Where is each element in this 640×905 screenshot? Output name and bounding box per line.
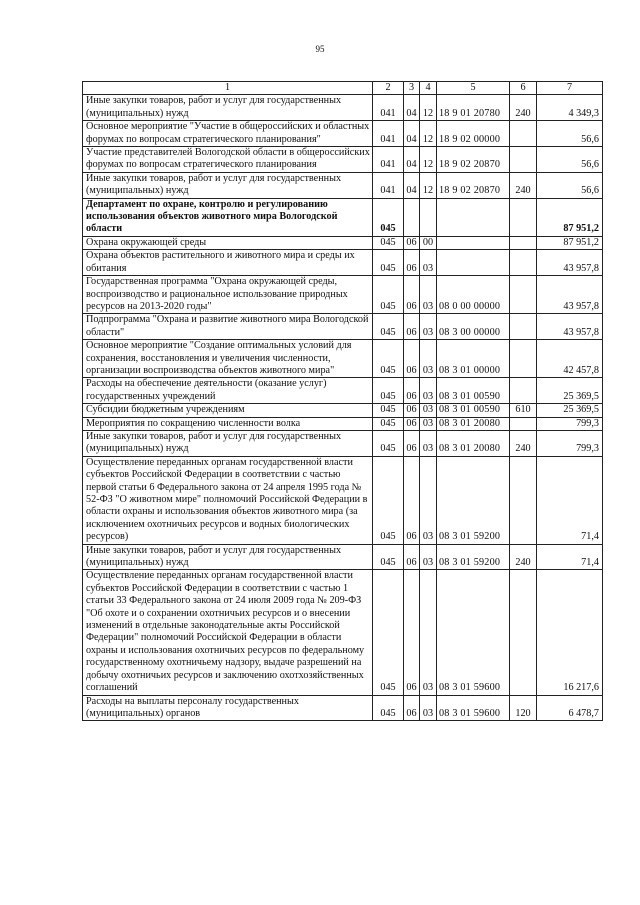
table-row [83,695,603,721]
row-name: Департамент по охране, контролю и регулированию использования объектов животного мира Вологодской области [83,198,373,236]
table-row [83,147,603,173]
row-amount: 799,3 [537,417,603,430]
table-row [83,250,603,276]
row-subsection-code: 12 [420,172,437,198]
row-expense-type [510,121,537,147]
row-subsection-code: 03 [420,417,437,430]
row-amount: 25 369,5 [537,378,603,404]
row-name: Субсидии бюджетным учреждениям [83,404,373,417]
row-expense-type [510,276,537,314]
row-admin-code: 045 [373,456,404,544]
row-admin-code: 041 [373,172,404,198]
row-name: Охрана окружающей среды [83,236,373,249]
row-expense-type [510,378,537,404]
row-target-article [437,236,510,249]
table-row [83,314,603,340]
row-subsection-code: 03 [420,695,437,721]
row-expense-type: 610 [510,404,537,417]
row-amount: 43 957,8 [537,314,603,340]
row-section-code: 06 [404,544,420,570]
column-header: 4 [420,82,437,95]
row-admin-code: 045 [373,340,404,378]
row-section-code: 06 [404,250,420,276]
column-header: 2 [373,82,404,95]
row-admin-code: 045 [373,404,404,417]
row-section-code: 06 [404,430,420,456]
column-header: 7 [537,82,603,95]
row-target-article: 08 3 01 59600 [437,695,510,721]
row-name: Иные закупки товаров, работ и услуг для государственных (муниципальных) нужд [83,95,373,121]
row-subsection-code: 00 [420,236,437,249]
row-amount: 87 951,2 [537,198,603,236]
row-amount: 43 957,8 [537,276,603,314]
row-subsection-code: 03 [420,404,437,417]
column-header: 1 [83,82,373,95]
row-section-code: 06 [404,695,420,721]
row-target-article: 18 9 02 20870 [437,172,510,198]
row-section-code: 04 [404,147,420,173]
row-expense-type [510,417,537,430]
table-header-row [83,82,603,95]
row-name: Охрана объектов растительного и животного мира и среды их обитания [83,250,373,276]
row-admin-code: 045 [373,544,404,570]
row-target-article: 08 3 01 00000 [437,340,510,378]
row-name: Участие представителей Вологодской области в общероссийских форумах по вопросам стратегического планирования [83,147,373,173]
row-target-article: 08 3 01 59200 [437,456,510,544]
row-target-article: 08 3 01 59600 [437,570,510,695]
row-target-article: 08 0 00 00000 [437,276,510,314]
row-admin-code: 045 [373,430,404,456]
row-name: Мероприятия по сокращению численности волка [83,417,373,430]
row-subsection-code: 03 [420,430,437,456]
row-admin-code: 045 [373,236,404,249]
row-section-code: 06 [404,404,420,417]
row-subsection-code: 12 [420,147,437,173]
row-section-code: 06 [404,340,420,378]
row-name: Иные закупки товаров, работ и услуг для государственных (муниципальных) нужд [83,172,373,198]
row-target-article [437,198,510,236]
row-name: Осуществление переданных органам государственной власти субъектов Российской Федерации в соответствии с частью первой статьи 6 Федерального закона от 24 апреля 1995 года № 52-ФЗ "О животном мире" полномочий Российской Федерации в области охраны и использования объектов животного мира (за исключением охотничьих ресурсов и водных биологических ресурсов) [83,456,373,544]
row-target-article: 18 9 01 20780 [437,95,510,121]
row-target-article: 08 3 01 20080 [437,417,510,430]
row-admin-code: 045 [373,198,404,236]
row-subsection-code: 03 [420,340,437,378]
row-subsection-code: 03 [420,378,437,404]
row-amount: 56,6 [537,121,603,147]
table-row [83,276,603,314]
row-expense-type [510,250,537,276]
row-amount: 6 478,7 [537,695,603,721]
row-target-article [437,250,510,276]
row-name: Основное мероприятие "Создание оптимальных условий для сохранения, восстановления и увеличения численности, организации воспроизводства объектов животного мира" [83,340,373,378]
table-row [83,172,603,198]
budget-table [82,81,603,721]
row-name: Расходы на выплаты персоналу государственных (муниципальных) органов [83,695,373,721]
row-subsection-code: 12 [420,121,437,147]
row-expense-type [510,198,537,236]
row-expense-type [510,147,537,173]
row-subsection-code: 03 [420,314,437,340]
row-section-code: 06 [404,236,420,249]
row-section-code: 06 [404,276,420,314]
row-target-article: 08 3 01 00590 [437,378,510,404]
table-row [83,430,603,456]
row-expense-type [510,340,537,378]
row-name: Осуществление переданных органам государственной власти субъектов Российской Федерации в соответствии с частью 1 статьи 33 Федерального закона от 24 июля 2009 года № 209-ФЗ "Об охоте и о сохранении охотничьих ресурсов и о внесении изменений в отдельные законодательные акты Российской Федерации" полномочий Российской Федерации в области охраны и использования охотничьих ресурсов по федеральному государственному охотничьему надзору, выдаче разрешений на добычу охотничьих ресурсов и заключению охотхозяйственных соглашений [83,570,373,695]
row-subsection-code: 03 [420,276,437,314]
row-target-article: 08 3 00 00000 [437,314,510,340]
row-expense-type [510,236,537,249]
row-name: Подпрограмма "Охрана и развитие животного мира Вологодской области" [83,314,373,340]
row-amount: 16 217,6 [537,570,603,695]
row-subsection-code: 03 [420,250,437,276]
row-admin-code: 041 [373,121,404,147]
row-subsection-code [420,198,437,236]
row-amount: 43 957,8 [537,250,603,276]
row-section-code: 06 [404,417,420,430]
row-amount: 42 457,8 [537,340,603,378]
row-target-article: 08 3 01 59200 [437,544,510,570]
row-name: Расходы на обеспечение деятельности (оказание услуг) государственных учреждений [83,378,373,404]
row-subsection-code: 03 [420,456,437,544]
row-amount: 56,6 [537,147,603,173]
row-name: Иные закупки товаров, работ и услуг для государственных (муниципальных) нужд [83,430,373,456]
row-amount: 799,3 [537,430,603,456]
page-number: 95 [315,44,325,54]
row-section-code: 06 [404,570,420,695]
row-admin-code: 045 [373,417,404,430]
row-target-article: 08 3 01 00590 [437,404,510,417]
row-admin-code: 045 [373,314,404,340]
row-expense-type [510,456,537,544]
row-expense-type [510,570,537,695]
row-expense-type: 240 [510,172,537,198]
row-expense-type [510,314,537,340]
table-row [83,198,603,236]
row-admin-code: 045 [373,250,404,276]
column-header: 3 [404,82,420,95]
table-row [83,378,603,404]
table-row [83,544,603,570]
row-amount: 4 349,3 [537,95,603,121]
row-section-code: 06 [404,456,420,544]
table-row [83,456,603,544]
row-target-article: 18 9 02 20870 [437,147,510,173]
row-section-code: 04 [404,95,420,121]
row-subsection-code: 03 [420,544,437,570]
column-header: 5 [437,82,510,95]
row-subsection-code: 03 [420,570,437,695]
row-expense-type: 120 [510,695,537,721]
row-expense-type: 240 [510,544,537,570]
table-row [83,570,603,695]
row-name: Основное мероприятие "Участие в общероссийских и областных форумах по вопросам стратегического планирования" [83,121,373,147]
row-admin-code: 041 [373,95,404,121]
row-subsection-code: 12 [420,95,437,121]
table-row [83,236,603,249]
table-row [83,340,603,378]
row-amount: 25 369,5 [537,404,603,417]
column-header: 6 [510,82,537,95]
table-row [83,121,603,147]
row-section-code [404,198,420,236]
row-amount: 71,4 [537,544,603,570]
row-name: Государственная программа "Охрана окружающей среды, воспроизводство и рациональное использование природных ресурсов на 2013-2020 годы" [83,276,373,314]
row-admin-code: 045 [373,570,404,695]
table-row [83,404,603,417]
row-admin-code: 045 [373,695,404,721]
table-row [83,417,603,430]
row-amount: 87 951,2 [537,236,603,249]
row-admin-code: 045 [373,378,404,404]
row-expense-type: 240 [510,95,537,121]
row-amount: 56,6 [537,172,603,198]
row-admin-code: 041 [373,147,404,173]
row-name: Иные закупки товаров, работ и услуг для государственных (муниципальных) нужд [83,544,373,570]
row-section-code: 06 [404,314,420,340]
row-admin-code: 045 [373,276,404,314]
table-row [83,95,603,121]
row-expense-type: 240 [510,430,537,456]
row-section-code: 04 [404,121,420,147]
row-target-article: 18 9 02 00000 [437,121,510,147]
row-section-code: 04 [404,172,420,198]
row-target-article: 08 3 01 20080 [437,430,510,456]
row-section-code: 06 [404,378,420,404]
row-amount: 71,4 [537,456,603,544]
